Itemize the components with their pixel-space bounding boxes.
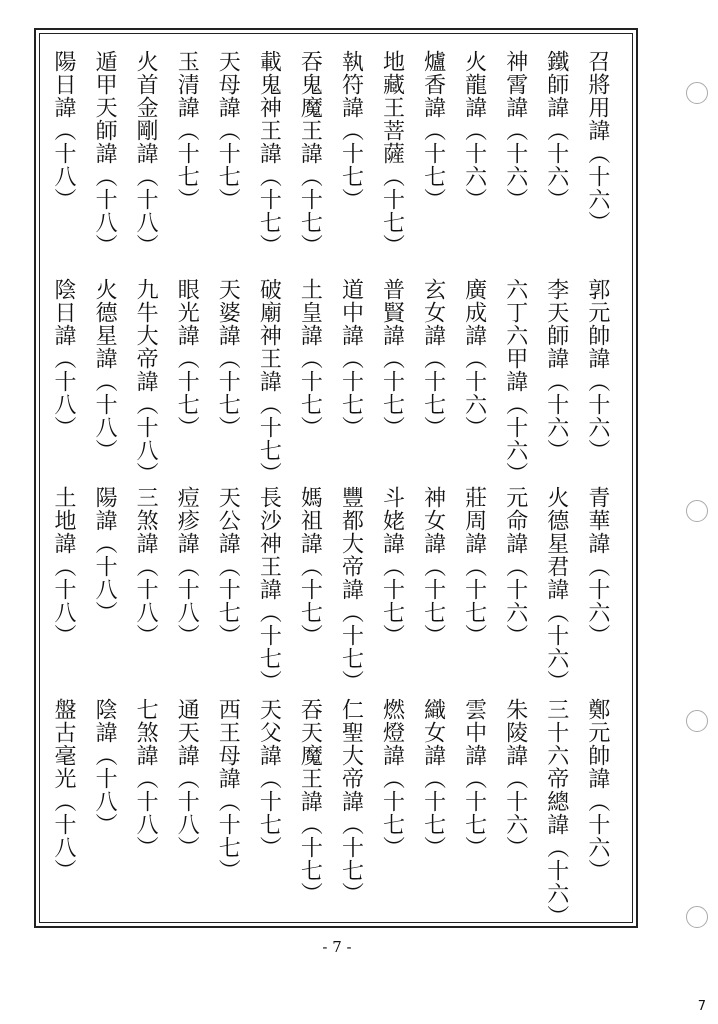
index-entry: 眼光諱（十七） bbox=[174, 278, 200, 439]
text-column bbox=[209, 50, 245, 910]
index-entry: 火德星諱（十八） bbox=[92, 278, 118, 462]
index-entry: 痘疹諱（十八） bbox=[174, 486, 200, 647]
index-entry: 玄女諱（十七） bbox=[420, 278, 446, 439]
index-entry: 李天師諱（十六） bbox=[543, 278, 569, 462]
index-entry: 燃燈諱（十七） bbox=[379, 698, 405, 859]
index-entry: 陰日諱（十八） bbox=[51, 278, 76, 439]
text-column bbox=[456, 50, 492, 910]
index-entry: 召將用諱（十六） bbox=[584, 50, 610, 234]
index-entry: 盤古毫光（十八） bbox=[51, 698, 76, 882]
index-entry: 天父諱（十七） bbox=[256, 698, 282, 859]
index-entry: 載鬼神王諱（十七） bbox=[256, 50, 282, 257]
index-entry: 道中諱（十七） bbox=[338, 278, 364, 439]
index-entry: 媽祖諱（十七） bbox=[297, 486, 323, 647]
index-entry: 莊周諱（十七） bbox=[461, 486, 487, 647]
index-entry: 西王母諱（十七） bbox=[215, 698, 241, 882]
index-entry: 遁甲天師諱（十八） bbox=[92, 50, 118, 257]
index-entry: 豐都大帝諱（十七） bbox=[338, 486, 364, 693]
index-entry: 鄭元帥諱（十六） bbox=[584, 698, 610, 882]
text-column bbox=[415, 50, 451, 910]
text-column bbox=[127, 50, 163, 910]
index-entry: 地藏王菩薩（十七） bbox=[379, 50, 405, 257]
text-column bbox=[45, 50, 81, 910]
index-entry: 天母諱（十七） bbox=[215, 50, 241, 211]
binder-hole bbox=[686, 82, 708, 104]
index-entry: 仁聖大帝諱（十七） bbox=[338, 698, 364, 905]
index-entry: 三十六帝總諱（十六） bbox=[543, 698, 569, 928]
index-entry: 土地諱（十八） bbox=[51, 486, 76, 647]
text-column bbox=[538, 50, 574, 928]
page-number: - 7 - bbox=[322, 938, 352, 956]
index-entry: 破廟神王諱（十七） bbox=[256, 278, 282, 485]
text-column bbox=[497, 50, 533, 910]
index-entry: 陽日諱（十八） bbox=[51, 50, 76, 211]
text-column bbox=[86, 50, 122, 910]
talisman-name-index bbox=[45, 50, 615, 928]
index-entry: 通天諱（十八） bbox=[174, 698, 200, 859]
text-column bbox=[291, 50, 327, 910]
index-entry: 神霄諱（十六） bbox=[502, 50, 528, 211]
index-entry: 執符諱（十七） bbox=[338, 50, 364, 211]
binder-hole bbox=[686, 906, 708, 928]
text-column bbox=[168, 50, 204, 910]
index-entry: 雲中諱（十七） bbox=[461, 698, 487, 859]
index-entry: 廣成諱（十六） bbox=[461, 278, 487, 439]
index-entry: 三煞諱（十八） bbox=[133, 486, 159, 647]
index-entry: 火德星君諱（十六） bbox=[543, 486, 569, 693]
index-entry: 爐香諱（十七） bbox=[420, 50, 446, 211]
index-entry: 九牛大帝諱（十八） bbox=[133, 278, 159, 485]
index-entry: 土皇諱（十七） bbox=[297, 278, 323, 439]
index-entry: 陽諱（十八） bbox=[92, 486, 118, 624]
index-entry: 元命諱（十六） bbox=[502, 486, 528, 647]
text-column bbox=[374, 50, 410, 910]
index-entry: 天公諱（十七） bbox=[215, 486, 241, 647]
index-entry: 長沙神王諱（十七） bbox=[256, 486, 282, 693]
index-entry: 織女諱（十七） bbox=[420, 698, 446, 859]
index-entry: 朱陵諱（十六） bbox=[502, 698, 528, 859]
text-column bbox=[579, 50, 615, 910]
scan-page-number: 7 bbox=[697, 999, 706, 1014]
index-entry: 郭元帥諱（十六） bbox=[584, 278, 610, 462]
index-entry: 七煞諱（十八） bbox=[133, 698, 159, 859]
binder-hole bbox=[686, 500, 708, 522]
index-entry: 火首金剛諱（十八） bbox=[133, 50, 159, 257]
index-entry: 鐵師諱（十六） bbox=[543, 50, 569, 211]
index-entry: 陰諱（十八） bbox=[92, 698, 118, 836]
index-entry: 吞鬼魔王諱（十七） bbox=[297, 50, 323, 257]
index-entry: 斗姥諱（十七） bbox=[379, 486, 405, 647]
index-entry: 神女諱（十七） bbox=[420, 486, 446, 647]
index-entry: 六丁六甲諱（十六） bbox=[502, 278, 528, 485]
text-column bbox=[250, 50, 286, 910]
index-entry: 玉清諱（十七） bbox=[174, 50, 200, 211]
binder-hole bbox=[686, 710, 708, 732]
index-entry: 火龍諱（十六） bbox=[461, 50, 487, 211]
text-column bbox=[332, 50, 368, 910]
index-entry: 普賢諱（十七） bbox=[379, 278, 405, 439]
index-entry: 天婆諱（十七） bbox=[215, 278, 241, 439]
index-entry: 吞天魔王諱（十七） bbox=[297, 698, 323, 905]
index-entry: 青華諱（十六） bbox=[584, 486, 610, 647]
